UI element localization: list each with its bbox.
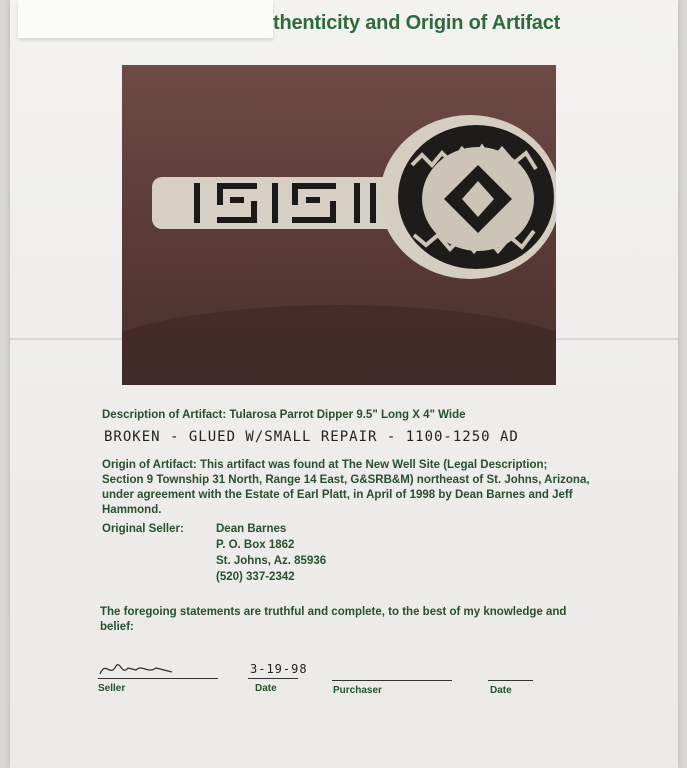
seller-address-1: P. O. Box 1862: [216, 539, 295, 551]
description-label: Description of Artifact:: [102, 409, 227, 421]
purchaser-label: Purchaser: [333, 685, 382, 696]
seller-address-2: St. Johns, Az. 85936: [216, 555, 327, 567]
handwritten-date: 3-19-98: [250, 662, 308, 676]
seller-label: Original Seller:: [102, 523, 184, 535]
seller-name: Dean Barnes: [216, 523, 287, 535]
sticky-note: [18, 0, 273, 38]
date-line-1: [248, 678, 298, 679]
parrot-dipper-image: [122, 65, 556, 385]
origin-paragraph: [102, 458, 592, 518]
seller-phone: (520) 337-2342: [216, 571, 295, 583]
date-label-1: Date: [255, 683, 277, 694]
seller-sign-label: Seller: [98, 683, 126, 694]
purchaser-signature-line: [332, 680, 452, 681]
statement-text: The foregoing statements are truthful and complete, to the best of my knowledge and belief:: [100, 606, 567, 633]
origin-text: This artifact was found at The New Well Site (Legal Description; Section 9 Township 31 North, Range 14 East, G&SRB&M) northeast of St. Johns, Arizona, under agreement with the Estate of Earl Platt, in April of 1998 by Dean Barnes and Jeff Hammond.: [102, 459, 590, 516]
origin-label: Origin of Artifact:: [102, 459, 197, 471]
description-line: [102, 408, 466, 423]
artifact-photo: [122, 65, 556, 385]
date-line-2: [488, 680, 533, 681]
date-label-2: Date: [490, 685, 512, 696]
seller-signature: [96, 658, 176, 680]
certificate-title: thenticity and Origin of Artifact: [273, 12, 561, 34]
seller-signature-line: [98, 678, 218, 679]
description-value: Tularosa Parrot Dipper 9.5" Long X 4" Wide: [229, 409, 466, 421]
handwritten-note: BROKEN - GLUED W/SMALL REPAIR - 1100-1250 AD: [104, 429, 519, 445]
